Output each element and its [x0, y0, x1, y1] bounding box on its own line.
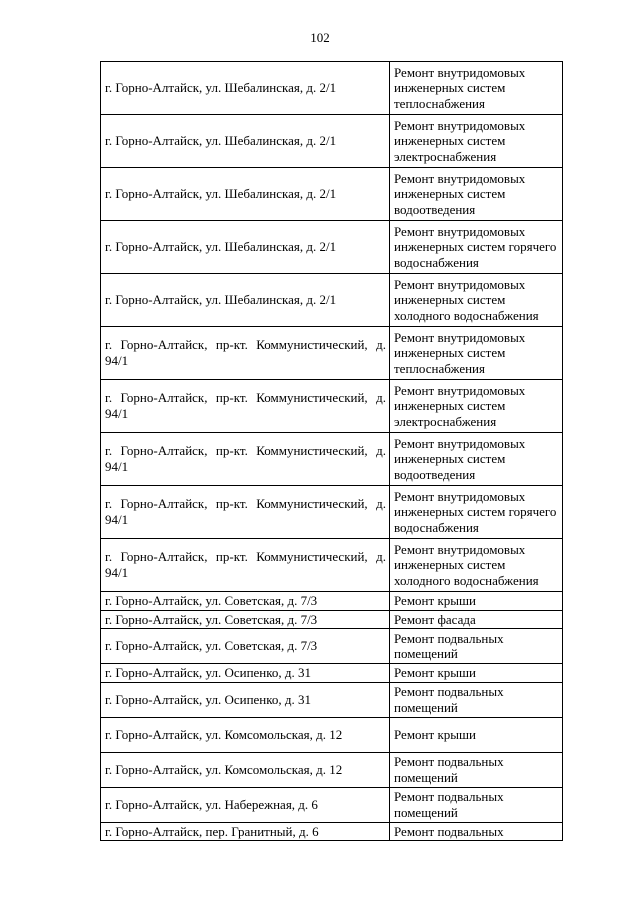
work-type-cell: Ремонт внутридомовых инженерных систем теплоснабжения — [390, 62, 563, 115]
address-cell: г. Горно-Алтайск, ул. Шебалинская, д. 2/1 — [101, 221, 390, 274]
work-type-cell: Ремонт внутридомовых инженерных систем электроснабжения — [390, 115, 563, 168]
address-cell: г. Горно-Алтайск, ул. Комсомольская, д. 12 — [101, 752, 390, 787]
work-type-cell: Ремонт подвальных помещений — [390, 682, 563, 717]
table-row — [101, 717, 563, 752]
address-cell: г. Горно-Алтайск, ул. Осипенко, д. 31 — [101, 682, 390, 717]
table-row — [101, 610, 563, 629]
address-cell: г. Горно-Алтайск, ул. Шебалинская, д. 2/1 — [101, 115, 390, 168]
work-type-cell: Ремонт фасада — [390, 610, 563, 629]
table-row — [101, 274, 563, 327]
table-body — [101, 62, 563, 841]
address-cell: г. Горно-Алтайск, пер. Гранитный, д. 6 — [101, 822, 390, 841]
work-type-cell: Ремонт внутридомовых инженерных систем теплоснабжения — [390, 327, 563, 380]
address-cell: г. Горно-Алтайск, ул. Советская, д. 7/3 — [101, 592, 390, 611]
work-type-cell: Ремонт подвальных помещений — [390, 787, 563, 822]
address-cell: г. Горно-Алтайск, пр-кт. Коммунистический, д. 94/1 — [101, 433, 390, 486]
address-cell: г. Горно-Алтайск, пр-кт. Коммунистический, д. 94/1 — [101, 539, 390, 592]
work-type-cell: Ремонт внутридомовых инженерных систем горячего водоснабжения — [390, 486, 563, 539]
work-type-cell: Ремонт внутридомовых инженерных систем водоотведения — [390, 168, 563, 221]
work-type-cell: Ремонт подвальных — [390, 822, 563, 841]
table-row — [101, 221, 563, 274]
table-row — [101, 486, 563, 539]
work-type-cell: Ремонт подвальных помещений — [390, 752, 563, 787]
table-row — [101, 327, 563, 380]
address-cell: г. Горно-Алтайск, ул. Шебалинская, д. 2/1 — [101, 274, 390, 327]
page-number: 102 — [310, 30, 330, 45]
table-row — [101, 592, 563, 611]
table-row — [101, 62, 563, 115]
table-row — [101, 380, 563, 433]
address-cell: г. Горно-Алтайск, ул. Советская, д. 7/3 — [101, 629, 390, 664]
table-row — [101, 433, 563, 486]
table-row — [101, 787, 563, 822]
work-type-cell: Ремонт внутридомовых инженерных систем горячего водоснабжения — [390, 221, 563, 274]
work-type-cell: Ремонт крыши — [390, 592, 563, 611]
address-cell: г. Горно-Алтайск, ул. Шебалинская, д. 2/1 — [101, 168, 390, 221]
address-cell: г. Горно-Алтайск, пр-кт. Коммунистический, д. 94/1 — [101, 380, 390, 433]
table-row — [101, 682, 563, 717]
address-cell: г. Горно-Алтайск, ул. Осипенко, д. 31 — [101, 664, 390, 683]
address-cell: г. Горно-Алтайск, пр-кт. Коммунистический, д. 94/1 — [101, 327, 390, 380]
work-type-cell: Ремонт крыши — [390, 664, 563, 683]
work-type-cell: Ремонт внутридомовых инженерных систем электроснабжения — [390, 380, 563, 433]
table-row — [101, 539, 563, 592]
table-row — [101, 629, 563, 664]
address-cell: г. Горно-Алтайск, пр-кт. Коммунистический, д. 94/1 — [101, 486, 390, 539]
table-row — [101, 168, 563, 221]
table-row — [101, 115, 563, 168]
address-cell: г. Горно-Алтайск, ул. Шебалинская, д. 2/1 — [101, 62, 390, 115]
work-type-cell: Ремонт внутридомовых инженерных систем холодного водоснабжения — [390, 539, 563, 592]
table-row — [101, 822, 563, 841]
table-row — [101, 664, 563, 683]
address-cell: г. Горно-Алтайск, ул. Набережная, д. 6 — [101, 787, 390, 822]
work-type-cell: Ремонт подвальных помещений — [390, 629, 563, 664]
work-type-cell: Ремонт внутридомовых инженерных систем водоотведения — [390, 433, 563, 486]
address-cell: г. Горно-Алтайск, ул. Советская, д. 7/3 — [101, 610, 390, 629]
table-row — [101, 752, 563, 787]
work-type-cell: Ремонт крыши — [390, 717, 563, 752]
repair-works-table — [100, 61, 563, 841]
address-cell: г. Горно-Алтайск, ул. Комсомольская, д. 12 — [101, 717, 390, 752]
work-type-cell: Ремонт внутридомовых инженерных систем холодного водоснабжения — [390, 274, 563, 327]
